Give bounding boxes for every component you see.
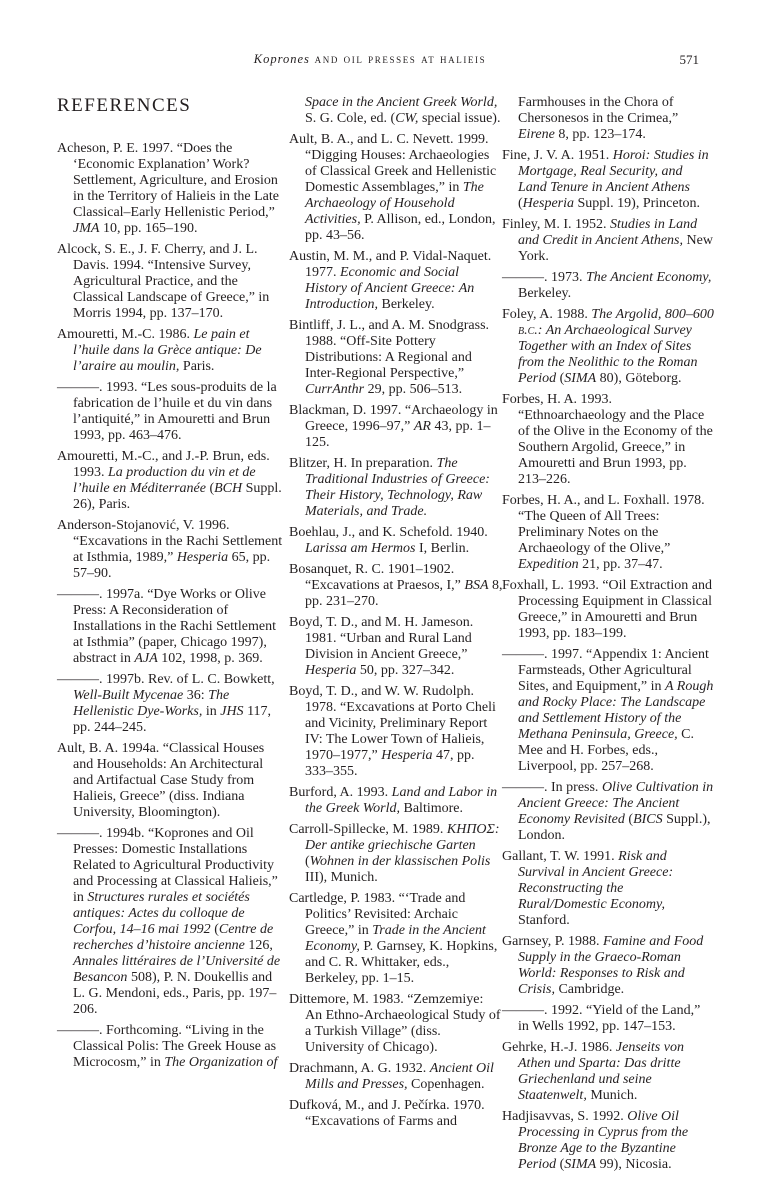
page-number: 571 (679, 52, 699, 67)
reference-text-segment: Burford, A. 1993. (289, 785, 392, 800)
running-title-rest: and oil presses at halieis (309, 52, 487, 66)
reference-text-segment: ———. 1997b. Rev. of L. C. Bowkett, (57, 672, 275, 687)
reference-text-segment: Dittemore, M. 1983. “Zemzemiye: An Ethno-Archaeological Study of a Turkish Village” (diss. University of Chicago). (289, 992, 501, 1055)
reference-italic-segment: Wohnen in der klassischen Polis (309, 854, 491, 869)
reference-text-segment: Farmhouses in the Chora of Chersonesos in the Crimea,” (518, 95, 679, 126)
reference-text-segment: ———. 1973. (502, 270, 586, 285)
reference-italic-segment: BSA (464, 578, 489, 593)
reference-entry (502, 148, 714, 212)
reference-italic-segment: Horoi: Studies in Mortgage, Real Security, and Land Tenure in Ancient Athens (518, 148, 709, 195)
reference-entry (57, 587, 283, 667)
reference-italic-segment: ΚΗΠΟΣ: Der antike griechische Garten (305, 822, 500, 853)
reference-italic-segment: The Archaeology of Household Activities, (305, 180, 484, 227)
reference-entry (57, 327, 283, 375)
reference-text-segment: ( (205, 481, 215, 496)
reference-text-segment: Boyd, T. D., and M. H. Jameson. 1981. “Urban and Rural Land Division in Ancient Greece,” (289, 615, 474, 662)
reference-italic-segment: Trade in the Ancient Economy, (305, 923, 486, 954)
reference-text-segment: Cambridge. (554, 982, 625, 997)
reference-text-segment: Boehlau, J., and K. Schefold. 1940. (289, 525, 488, 540)
reference-text-segment: Gallant, T. W. 1991. (502, 849, 619, 864)
reference-entry (289, 318, 503, 398)
reference-italic-segment: SIMA (564, 371, 597, 386)
reference-entry (502, 1109, 714, 1173)
reference-text-segment: 8, pp. 231–270. (305, 578, 503, 609)
reference-italic-segment: Expedition (518, 557, 579, 572)
reference-text-segment: Fine, J. V. A. 1951. (502, 148, 613, 163)
reference-italic-segment: AJA (134, 651, 158, 666)
reference-text-segment: ( (624, 812, 634, 827)
reference-text-segment: Suppl. 19), Princeton. (574, 196, 700, 211)
reference-text-segment: ( (556, 1157, 565, 1172)
reference-text-segment: I, Berlin. (415, 541, 470, 556)
reference-text-segment: Stanford. (518, 913, 570, 928)
reference-text-segment: Bosanquet, R. C. 1901–1902. “Excavations at Praesos, I,” (289, 562, 465, 593)
reference-text-segment: Finley, M. I. 1952. (502, 217, 610, 232)
reference-text-segment: Amouretti, M.-C., and J.-P. Brun, eds. 1993. (57, 449, 270, 480)
reference-italic-segment: SIMA (564, 1157, 597, 1172)
reference-italic-segment: Hesperia (381, 748, 433, 763)
reference-text-segment: III), Munich. (305, 870, 378, 885)
reference-text-segment: Hadjisavvas, S. 1992. (502, 1109, 628, 1124)
references-column-3 (502, 95, 714, 1178)
reference-entry (289, 249, 503, 313)
section-heading: REFERENCES (57, 95, 192, 116)
reference-italic-segment: The Traditional Industries of Greece: Their History, Technology, Raw Materials, and Trade. (305, 456, 490, 519)
reference-text-segment: Forbes, H. A., and L. Foxhall. 1978. “The Queen of All Trees: Preliminary Notes on the Archaeology of the Olive,” (502, 493, 705, 556)
reference-italic-segment: Structures rurales et sociétés antiques: Actes du colloque de Corfou, 14–16 mai 1992 (73, 890, 250, 937)
reference-italic-segment: Famine and Food Supply in the Graeco-Roman World: Responses to Risk and Crisis, (518, 934, 704, 997)
reference-text-segment: Suppl.), London. (518, 812, 711, 843)
reference-italic-segment: Hesperia (305, 663, 357, 678)
reference-text-segment: 10, pp. 165–190. (99, 221, 198, 236)
reference-entry (502, 392, 714, 488)
reference-text-segment: Blitzer, H. In preparation. (289, 456, 437, 471)
reference-text-segment: Ault, B. A. 1994a. “Classical Houses and Households: An Architectural and Artifactual Case Study from Halieis, Greece” (diss. Indiana University, Bloomington). (57, 741, 265, 820)
reference-entry (289, 684, 503, 780)
reference-entry (289, 1061, 503, 1093)
reference-text-segment: Baltimore. (400, 801, 463, 816)
reference-italic-segment: Hesperia (522, 196, 574, 211)
reference-entry (57, 826, 283, 1018)
reference-text-segment: ———. 1993. “Les sous-produits de la fabrication de l’huile et du vin dans l’antiquité,” in Amouretti and Brun 1993, pp. 463–476. (57, 380, 277, 443)
reference-text-segment: 21, pp. 37–47. (578, 557, 663, 572)
reference-text-segment: Foxhall, L. 1993. “Oil Extraction and Processing Equipment in Classical Greece,” in Amouretti and Brun 1993, pp. 183–199. (502, 578, 713, 641)
reference-text-segment: ———. 1997. “Appendix 1: Ancient Farmsteads, Other Agricultural Sites, and Equipment,” in (502, 647, 709, 694)
reference-entry (502, 493, 714, 573)
reference-text-segment: ( (518, 196, 523, 211)
reference-italic-segment: Ancient Oil Mills and Presses, (305, 1061, 494, 1092)
reference-text-segment: Paris. (179, 359, 215, 374)
reference-text-segment: Gehrke, H.-J. 1986. (502, 1040, 616, 1055)
reference-entry (502, 647, 714, 775)
running-head (0, 52, 760, 72)
reference-text-segment: Drachmann, A. G. 1932. (289, 1061, 430, 1076)
reference-entry (57, 741, 283, 821)
reference-entry (289, 562, 503, 610)
reference-italic-segment: Eirene (518, 127, 555, 142)
reference-text-segment: ( (210, 922, 219, 937)
reference-text-segment: Berkeley. (518, 286, 572, 301)
reference-text-segment: Munich. (586, 1088, 638, 1103)
reference-italic-segment: A Rough and Rocky Place: The Landscape and Settlement History of the Methana Peninsula, Greece, (518, 679, 714, 742)
reference-entry (57, 242, 283, 322)
reference-italic-segment: b.c. (518, 323, 538, 338)
reference-italic-segment: The Hellenistic Dye-Works, (73, 688, 230, 719)
reference-entry (502, 1040, 714, 1104)
reference-text-segment: 102, 1998, p. 369. (157, 651, 263, 666)
reference-text-segment: 43, pp. 1–125. (305, 419, 491, 450)
reference-text-segment: Dufková, M., and J. Pečírka. 1970. “Excavations of Farms and (289, 1098, 485, 1129)
reference-italic-segment: AR (413, 419, 431, 434)
reference-italic-segment: The Ancient Economy, (586, 270, 712, 285)
reference-entry (289, 615, 503, 679)
reference-entry (502, 849, 714, 929)
reference-text-segment: Garnsey, P. 1988. (502, 934, 603, 949)
reference-text-segment: P. Garnsey, K. Hopkins, and C. R. Whittaker, eds., Berkeley, pp. 1–15. (305, 939, 498, 986)
reference-entry (289, 992, 503, 1056)
reference-italic-segment: Le pain et l’huile dans la Grèce antique: De l’araire au moulin, (73, 327, 262, 374)
reference-text-segment: Acheson, P. E. 1997. “Does the ‘Economic Explanation’ Work? Settlement, Agriculture, and Erosion in the Territory of Halieis in the Late Classical–Early Hellenistic Period,” (57, 141, 279, 220)
reference-italic-segment: Olive Cultivation in Ancient Greece: The Ancient Economy Revisited (518, 780, 714, 827)
reference-text-segment: ———. 1992. “Yield of the Land,” in Wells 1992, pp. 147–153. (502, 1003, 701, 1034)
reference-entry (289, 785, 503, 817)
reference-italic-segment: Land and Labor in the Greek World, (305, 785, 498, 816)
reference-italic-segment: Annales littéraires de l’Université de Besancon (73, 954, 281, 985)
entries-column-1 (57, 141, 283, 1071)
reference-text-segment: in (202, 704, 221, 719)
reference-entry (289, 525, 503, 557)
reference-text-segment: Amouretti, M.-C. 1986. (57, 327, 194, 342)
reference-text-segment: Alcock, S. E., J. F. Cherry, and J. L. Davis. 1994. “Intensive Survey, Agricultural Practice, and the Classical Landscape of Greece,” in Morris 1994, pp. 137–170. (57, 242, 270, 321)
reference-text-segment: 508), P. N. Doukellis and L. G. Mendoni, eds., Paris, pp. 197–206. (73, 970, 277, 1017)
reference-italic-segment: : An Archaeological Survey Together with an Index of Sites from the Neolithic to the Roman Period (518, 323, 698, 386)
running-title (100, 52, 640, 67)
reference-italic-segment: Space in the Ancient Greek World, (305, 95, 498, 110)
reference-text-segment: Berkeley. (377, 297, 435, 312)
reference-text-segment: Blackman, D. 1997. “Archaeology in Greece, 1996–97,” (289, 403, 498, 434)
reference-entry (502, 578, 714, 642)
reference-text-segment: 99), Nicosia. (596, 1157, 672, 1172)
reference-text-segment: Carroll-Spillecke, M. 1989. (289, 822, 447, 837)
reference-text-segment: ( (556, 371, 565, 386)
reference-text-segment: 117, pp. 244–245. (73, 704, 272, 735)
reference-entry (502, 1003, 714, 1035)
reference-italic-segment: The Argolid, 800–600 (591, 307, 714, 322)
reference-italic-segment: BICS (633, 812, 663, 827)
reference-italic-segment: Centre de recherches d’histoire ancienne (73, 922, 274, 953)
reference-italic-segment: Hesperia (176, 550, 229, 565)
reference-entry (502, 217, 714, 265)
reference-italic-segment: La production du vin et de l’huile en Méditerranée (73, 465, 256, 496)
reference-entry (502, 270, 714, 302)
reference-text-segment: Boyd, T. D., and W. W. Rudolph. 1978. “Excavations at Porto Cheli and Vicinity, Preliminary Report IV: The Lower Town of Halieis, 1970–1977,” (289, 684, 496, 763)
reference-text-segment: Bintliff, J. L., and A. M. Snodgrass. 1988. “Off-Site Pottery Distributions: A Regional and Inter-Regional Perspective,” (289, 318, 490, 381)
reference-text-segment: 36: (183, 688, 209, 703)
reference-text-segment: ———. 1997a. “Dye Works or Olive Press: A Reconsideration of Installations in the Rachi Settlement at Isthmia” (paper, Chicago 1997), abstract in (57, 587, 276, 666)
reference-entry (502, 95, 714, 143)
reference-italic-segment: Studies in Land and Credit in Ancient Athens, (518, 217, 698, 248)
reference-text-segment: Ault, B. A., and L. C. Nevett. 1999. “Digging Houses: Archaeologies of Classical Greek and Hellenistic Domestic Assemblages,” in (289, 132, 497, 195)
reference-entry (57, 1023, 283, 1071)
reference-entry (289, 822, 503, 886)
reference-entry (289, 456, 503, 520)
reference-text-segment: 65, pp. 57–90. (73, 550, 271, 581)
reference-entry (502, 307, 714, 387)
references-column-1 (57, 95, 283, 1076)
reference-italic-segment: Jenseits von Athen und Sparta: Das dritte Griechenland und seine Staatenwelt, (518, 1040, 684, 1103)
reference-text-segment: S. G. Cole, ed. ( (305, 111, 396, 126)
reference-text-segment: 47, pp. 333–355. (305, 748, 475, 779)
reference-italic-segment: JMA (73, 221, 100, 236)
reference-italic-segment: BCH (214, 481, 243, 496)
reference-entry (57, 518, 283, 582)
reference-text-segment: Austin, M. M., and P. Vidal-Naquet. 1977. (289, 249, 492, 280)
reference-italic-segment: Well-Built Mycenae (73, 688, 184, 703)
reference-italic-segment: The Organization of (164, 1055, 278, 1070)
reference-italic-segment: CW, (395, 111, 419, 126)
reference-text-segment: ———. In press. (502, 780, 602, 795)
reference-text-segment: Forbes, H. A. 1993. “Ethnoarchaeology and the Place of the Olive in the Economy of the Southern Argolid, Greece,” in Amouretti and Brun 1993, pp. 213–226. (502, 392, 713, 487)
reference-text-segment: 8, pp. 123–174. (554, 127, 646, 142)
reference-text-segment: ———. Forthcoming. “Living in the Classical Polis: The Greek House as Microcosm,” in (57, 1023, 277, 1070)
references-column-2 (289, 95, 503, 1135)
reference-italic-segment: Economic and Social History of Ancient Greece: An Introduction, (305, 265, 475, 312)
reference-text-segment: Foley, A. 1988. (502, 307, 592, 322)
reference-italic-segment: CurrAnthr (305, 382, 365, 397)
reference-text-segment: 126, (244, 938, 273, 953)
reference-text-segment: C. Mee and H. Forbes, eds., Liverpool, pp. 257–268. (518, 727, 694, 774)
reference-italic-segment: Olive Oil Processing in Cyprus from the Bronze Age to the Byzantine Period (518, 1109, 689, 1172)
reference-entry (502, 780, 714, 844)
entries-column-2 (289, 95, 503, 1130)
reference-text-segment: Anderson-Stojanović, V. 1996. “Excavations in the Rachi Settlement at Isthmia, 1989,” (57, 518, 283, 565)
reference-italic-segment: Larissa am Hermos (305, 541, 416, 556)
reference-entry (57, 141, 283, 237)
reference-entry (289, 95, 503, 127)
reference-entry (57, 672, 283, 736)
reference-entry (57, 380, 283, 444)
reference-text-segment: 29, pp. 506–513. (364, 382, 463, 397)
reference-italic-segment: Risk and Survival in Ancient Greece: Reconstructing the Rural/Domestic Economy, (518, 849, 674, 912)
reference-entry (289, 1098, 503, 1130)
reference-text-segment: ( (305, 854, 310, 869)
reference-text-segment: 50, pp. 327–342. (356, 663, 455, 678)
reference-text-segment: ———. 1994b. “Koprones and Oil Presses: Domestic Installations Related to Agricultural Productivity and Processing at Classical Halieis,” in (57, 826, 278, 905)
reference-entry (289, 891, 503, 987)
entries-column-3 (502, 95, 714, 1173)
reference-text-segment: New York. (518, 233, 713, 264)
reference-entry (57, 449, 283, 513)
reference-text-segment: P. Allison, ed., London, pp. 43–56. (305, 212, 496, 243)
running-title-italic: Koprones (253, 52, 310, 66)
reference-text-segment: Suppl. 26), Paris. (73, 481, 282, 512)
reference-text-segment: 80), Göteborg. (596, 371, 682, 386)
reference-entry (289, 132, 503, 244)
reference-text-segment: special issue). (418, 111, 501, 126)
reference-entry (502, 934, 714, 998)
reference-text-segment: Cartledge, P. 1983. “‘Trade and Politics’ Revisited: Archaic Greece,” in (289, 891, 466, 938)
reference-text-segment: Copenhagen. (407, 1077, 485, 1092)
reference-entry (289, 403, 503, 451)
reference-italic-segment: JHS (220, 704, 244, 719)
